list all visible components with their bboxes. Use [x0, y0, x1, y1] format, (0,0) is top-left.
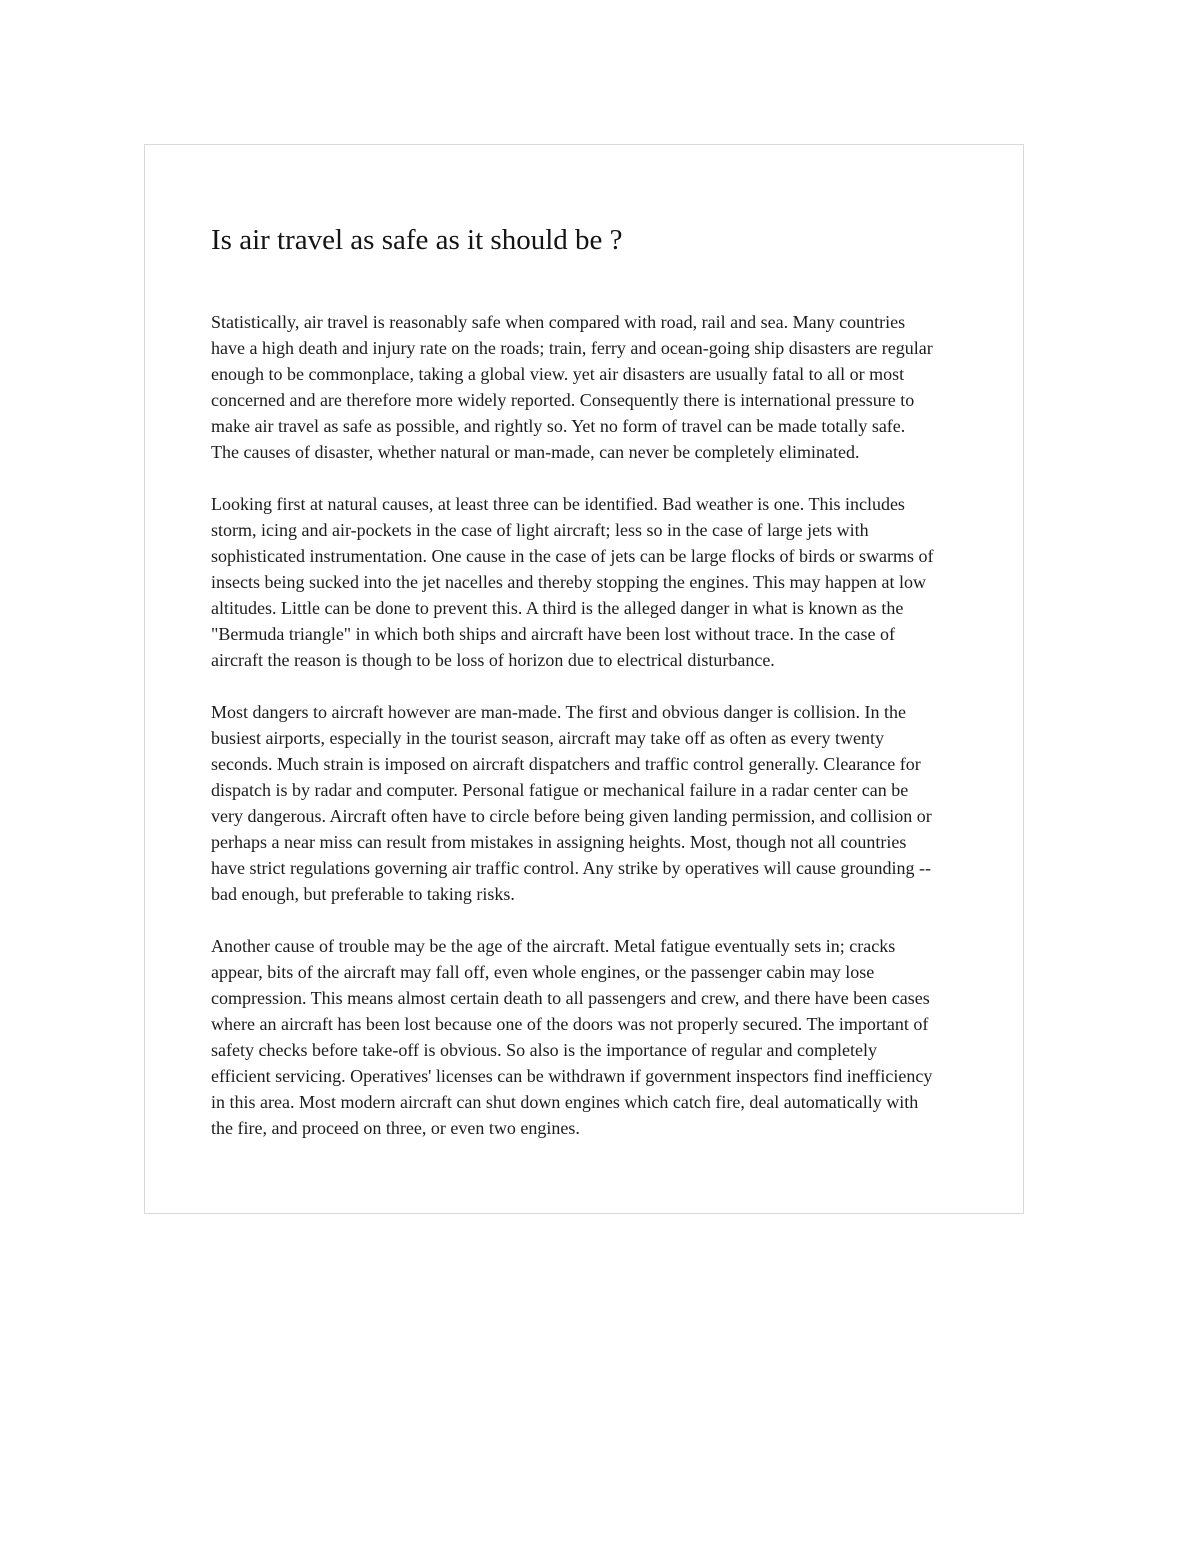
text-line: Another cause of trouble may be the age of the aircraft. Metal fatigue eventually sets in; cracks: [211, 936, 896, 956]
paragraph-3: [211, 699, 991, 907]
text-line: Most dangers to aircraft however are man-made. The first and obvious danger is collision. In the: [211, 702, 906, 722]
text-line: "Bermuda triangle" in which both ships and aircraft have been lost without trace. In the case of: [211, 624, 895, 644]
text-line: have a high death and injury rate on the roads; train, ferry and ocean-going ship disasters are regular: [211, 338, 933, 358]
text-line: very dangerous. Aircraft often have to circle before being given landing permission, and collision or: [211, 806, 932, 826]
paragraph-2: [211, 491, 991, 673]
text-line: the fire, and proceed on three, or even two engines.: [211, 1118, 580, 1138]
document-title: Is air travel as safe as it should be ?: [211, 224, 623, 256]
text-line: Looking first at natural causes, at least three can be identified. Bad weather is one. This includes: [211, 494, 905, 514]
text-line: where an aircraft has been lost because one of the doors was not properly secured. The important of: [211, 1014, 929, 1034]
text-line: storm, icing and air-pockets in the case of light aircraft; less so in the case of large jets with: [211, 520, 869, 540]
text-line: sophisticated instrumentation. One cause in the case of jets can be large flocks of birds or swarms of: [211, 546, 934, 566]
text-line: appear, bits of the aircraft may fall off, even whole engines, or the passenger cabin may lose: [211, 962, 875, 982]
document-body: [211, 309, 991, 1167]
text-line: have strict regulations governing air traffic control. Any strike by operatives will cause grounding --: [211, 858, 931, 878]
text-line: perhaps a near miss can result from mistakes in assigning heights. Most, though not all countries: [211, 832, 907, 852]
text-line: The causes of disaster, whether natural or man-made, can never be completely eliminated.: [211, 442, 860, 462]
text-line: seconds. Much strain is imposed on aircraft dispatchers and traffic control generally. Clearance for: [211, 754, 921, 774]
text-line: insects being sucked into the jet nacelles and thereby stopping the engines. This may happen at low: [211, 572, 926, 592]
text-line: enough to be commonplace, taking a global view. yet air disasters are usually fatal to all or most: [211, 364, 905, 384]
text-line: dispatch is by radar and computer. Personal fatigue or mechanical failure in a radar center can be: [211, 780, 909, 800]
text-line: efficient servicing. Operatives' licenses can be withdrawn if government inspectors find inefficiency: [211, 1066, 933, 1086]
text-line: compression. This means almost certain death to all passengers and crew, and there have been cases: [211, 988, 930, 1008]
text-line: in this area. Most modern aircraft can shut down engines which catch fire, deal automatically with: [211, 1092, 919, 1112]
paragraph-1: [211, 309, 991, 465]
text-line: Statistically, air travel is reasonably safe when compared with road, rail and sea. Many countries: [211, 312, 906, 332]
text-line: altitudes. Little can be done to prevent this. A third is the alleged danger in what is known as the: [211, 598, 904, 618]
paragraph-4: [211, 933, 991, 1141]
text-line: bad enough, but preferable to taking risks.: [211, 884, 515, 904]
text-line: make air travel as safe as possible, and rightly so. Yet no form of travel can be made totally safe.: [211, 416, 906, 436]
text-line: aircraft the reason is though to be loss of horizon due to electrical disturbance.: [211, 650, 775, 670]
text-line: busiest airports, especially in the tourist season, aircraft may take off as often as every twenty: [211, 728, 884, 748]
text-line: concerned and are therefore more widely reported. Consequently there is international pressure to: [211, 390, 915, 410]
text-line: safety checks before take-off is obvious. So also is the importance of regular and completely: [211, 1040, 877, 1060]
